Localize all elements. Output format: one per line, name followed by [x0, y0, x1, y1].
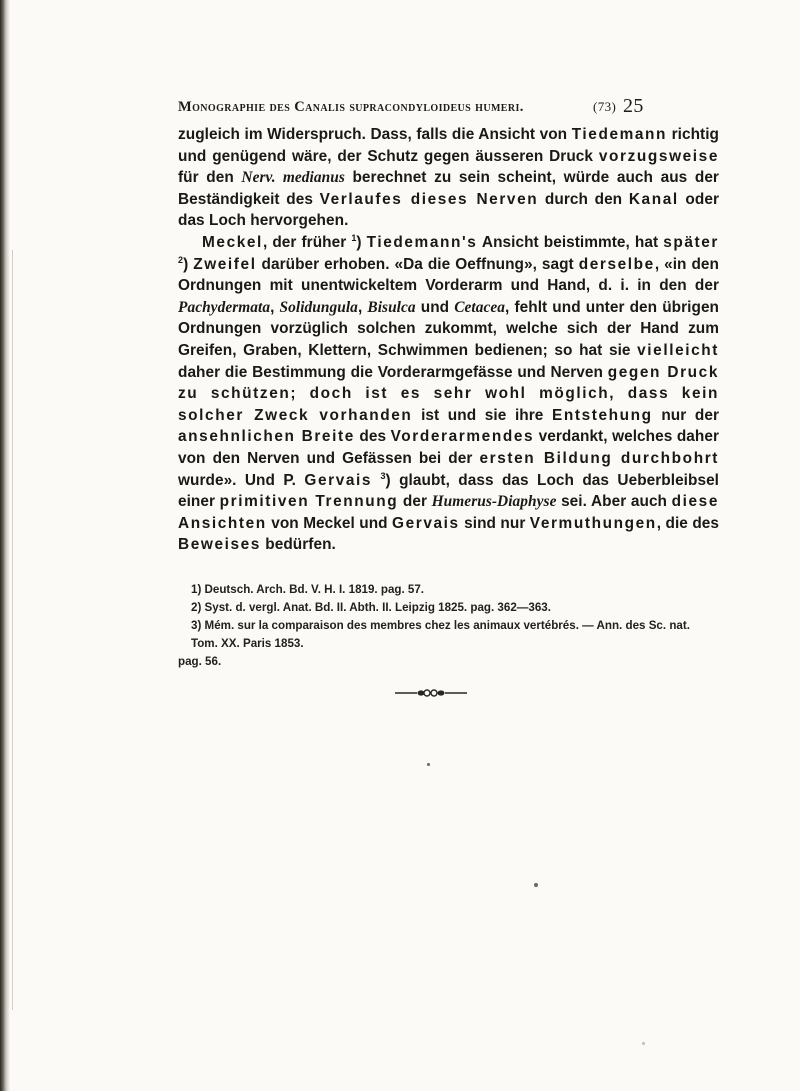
- footnotes: [178, 581, 719, 671]
- text-segment: oder das: [178, 190, 719, 230]
- text-segment: Humerus-Diaphyse: [431, 493, 557, 511]
- text-segment: , fehlt und unter den übrigen Ordnungen vorzüglich solchen zukommt, welche sich der Hand zum Greifen, Graben, Klettern, Schwimmen bedienen; so hat sie: [178, 298, 720, 359]
- paper-speck: [642, 1042, 645, 1045]
- text-segment: Meckel: [202, 233, 263, 251]
- text-segment: Beweises: [178, 536, 261, 554]
- text-segment: ansehnlichen Breite: [178, 428, 355, 446]
- text-segment: nur der: [652, 406, 719, 424]
- text-segment: Solidungula: [279, 298, 358, 316]
- text-segment: Zweifel: [193, 255, 257, 273]
- text-segment: ,: [357, 298, 368, 316]
- text-segment: für den: [178, 169, 242, 187]
- text-segment: des: [279, 190, 320, 208]
- body-text: [178, 124, 719, 556]
- text-segment: vorzugsweise: [598, 147, 719, 165]
- text-segment: sind nur: [459, 514, 530, 532]
- text-segment: Bisulca: [367, 298, 416, 316]
- text-segment: verdankt, welches daher von den Nerven und Gefässen bei der: [178, 428, 719, 467]
- text-segment: Loch: [209, 212, 246, 230]
- text-segment: richtig und genügend wäre, der Schutz gegen äusseren Druck: [178, 126, 719, 165]
- text-segment: Entstehung: [552, 406, 653, 424]
- text-segment: Cetacea: [454, 298, 506, 316]
- text-segment: Gervais: [304, 471, 373, 489]
- header-title: Monographie des Canalis supracondyloideus humeri.: [178, 99, 524, 115]
- text-segment: daher die Bestimmung die Vorderarmgefässe und Nerven: [178, 363, 608, 381]
- text-segment: Kanal: [628, 190, 679, 208]
- text-segment: ,: [270, 298, 280, 316]
- text-segment: und: [354, 514, 393, 532]
- text-segment: Tiedemann: [571, 126, 668, 143]
- text-segment: von: [266, 514, 304, 532]
- text-segment: wurde». Und P.: [178, 471, 305, 489]
- text-segment: bedürfen.: [260, 536, 336, 554]
- text-segment: Meckel: [303, 514, 355, 532]
- paragraph-1: [178, 124, 719, 232]
- footnote-marker: 3: [380, 470, 386, 481]
- text-segment: Vorderarmendes: [390, 428, 535, 446]
- text-segment: Verlaufes dieses Nerven: [319, 190, 539, 208]
- binding-shadow: [0, 0, 10, 1091]
- text-segment: hervorgehen.: [245, 212, 349, 230]
- text-segment: Gervais: [392, 514, 460, 532]
- footnote-3: 3) Mém. sur la comparaison des membres chez les animaux vertébrés. — Ann. des Sc. nat. Tom. XX. Paris 1853.: [191, 619, 690, 650]
- text-segment: berechnet zu sein scheint, würde auch aus der: [344, 169, 719, 187]
- text-segment: später: [663, 233, 719, 251]
- text-segment: derselbe: [578, 255, 655, 273]
- page-edge-line: [12, 250, 13, 1010]
- text-segment: des: [354, 428, 391, 446]
- text-segment: Vermuthungen: [529, 514, 657, 532]
- text-segment: Tiedemann's: [366, 233, 478, 251]
- text-segment: Beständigkeit: [178, 190, 280, 208]
- text-segment: ersten Bildung durchbohrt: [479, 449, 720, 467]
- text-segment: gegen Druck zu schützen; doch ist es sehr wohl möglich, dass kein solcher Zweck vorhanden: [178, 363, 719, 424]
- footnote-1: 1) Deutsch. Arch. Bd. V. H. I. 1819. pag. 57.: [191, 583, 425, 596]
- text-segment: primitiven Trennung: [219, 493, 399, 511]
- text-segment: , der früher: [262, 233, 352, 251]
- text-segment: ist und sie ihre: [412, 406, 553, 424]
- text-segment: Pachydermata: [178, 298, 271, 316]
- footnote-3-continuation: pag. 56.: [178, 655, 222, 668]
- header-plate-number: (73): [593, 99, 617, 114]
- text-segment: der: [398, 493, 432, 511]
- text-segment: durch den: [538, 190, 629, 208]
- text-segment: ): [356, 233, 367, 251]
- footnote-marker: 2: [178, 254, 184, 265]
- paragraph-2: [178, 232, 719, 556]
- text-segment: zugleich im Widerspruch. Dass, falls die Ansicht von: [178, 126, 572, 143]
- text-segment: vielleicht: [637, 341, 719, 359]
- paper-speck: [534, 883, 538, 887]
- text-segment: sei. Aber auch: [556, 493, 672, 511]
- running-header: [178, 96, 718, 118]
- text-segment: Nerv. medianus: [241, 169, 345, 187]
- text-segment: ) glaubt, dass das Loch das Ueberbleibsel einer: [178, 471, 720, 511]
- paper-speck: [427, 763, 430, 766]
- text-segment: ): [183, 255, 194, 273]
- text-segment: , die des: [656, 514, 719, 532]
- text-segment: Ansicht beistimmte, hat: [477, 233, 664, 251]
- footnote-2: 2) Syst. d. vergl. Anat. Bd. II. Abth. II. Leipzig 1825. pag. 362—363.: [191, 601, 551, 614]
- footnote-marker: 1: [351, 232, 357, 243]
- text-segment: , «in den Ordnungen mit unentwickeltem Vorderarm und Hand, d. i. in den der: [178, 255, 719, 295]
- text-segment: und: [415, 298, 455, 316]
- page-number: 25: [623, 95, 644, 117]
- decorative-rule-ornament-icon: [395, 688, 467, 698]
- text-segment: diese Ansichten: [178, 493, 719, 532]
- text-segment: darüber erhoben. «Da die Oeffnung», sagt: [256, 255, 579, 273]
